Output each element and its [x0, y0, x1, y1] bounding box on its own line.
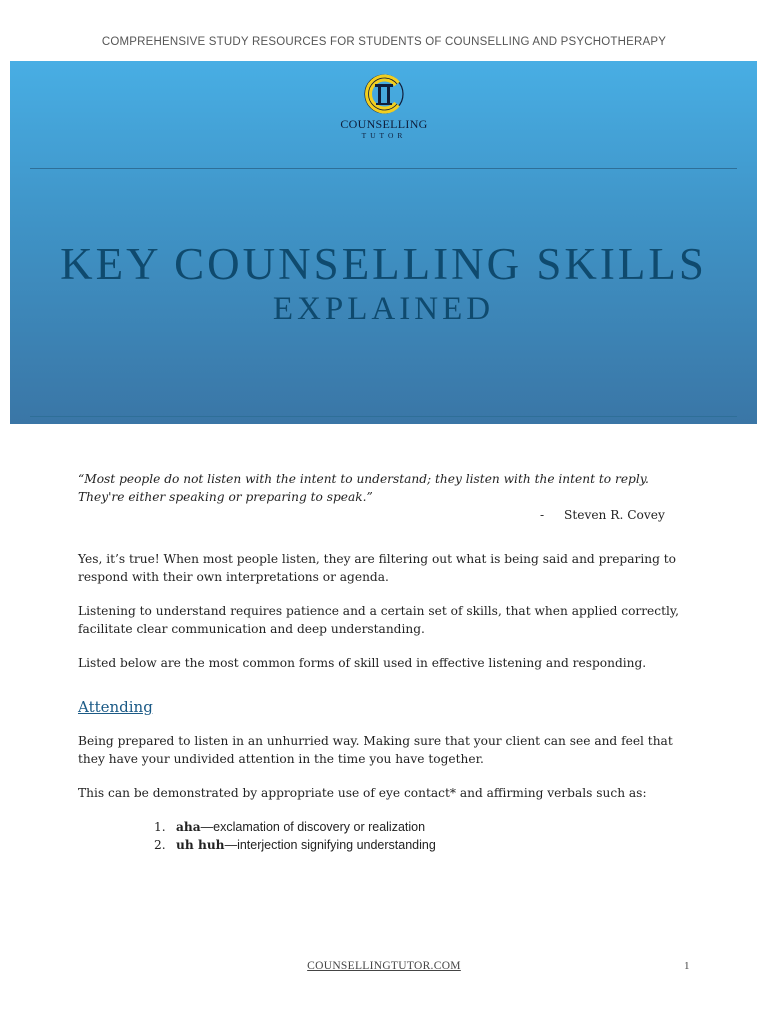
list-term: aha: [176, 820, 201, 834]
list-term: uh huh: [176, 838, 225, 852]
list-number: 1.: [154, 820, 166, 834]
attribution-dash: -: [540, 508, 545, 522]
logo-subword: TUTOR: [361, 131, 407, 140]
attending-paragraph-2: This can be demonstrated by appropriate use of eye contact* and affirming verbals such as:: [78, 786, 647, 800]
footer-website-link[interactable]: COUNSELLINGTUTOR.COM: [307, 960, 461, 972]
ct-monogram-icon: [361, 71, 407, 117]
quote-line-2: They're either speaking or preparing to speak.”: [78, 490, 373, 504]
paragraph-2-line-1: Listening to understand requires patience and a certain set of skills, that when applied correctly,: [78, 604, 680, 618]
quote-author: Steven R. Covey: [564, 508, 665, 522]
list-definition: —exclamation of discovery or realization: [200, 820, 426, 834]
page-subtitle: EXPLAINED: [272, 291, 495, 327]
counselling-tutor-logo: [334, 71, 434, 149]
paragraph-2-line-2: facilitate clear communication and deep understanding.: [78, 622, 425, 636]
hero-banner: [10, 61, 757, 424]
paragraph-1-line-2: respond with their own interpretations or agenda.: [78, 570, 389, 584]
hero-divider-top: [30, 168, 737, 169]
attending-paragraph-line-2: they have your undivided attention in the time you have together.: [78, 752, 484, 766]
list-item: [154, 836, 698, 854]
list-number: 2.: [154, 838, 166, 852]
page-number: 1: [684, 960, 690, 972]
affirming-verbals-list: [78, 818, 698, 854]
section-heading-attending: Attending: [78, 698, 153, 716]
list-item: [154, 818, 698, 836]
list-definition: —interjection signifying understanding: [224, 838, 436, 852]
quote-line-1: “Most people do not listen with the intent to understand; they listen with the intent to reply.: [78, 472, 649, 486]
main-content: [78, 470, 698, 854]
hero-divider-bottom: [30, 416, 737, 417]
paragraph-3: Listed below are the most common forms of skill used in effective listening and responding.: [78, 656, 647, 670]
header-tagline: COMPREHENSIVE STUDY RESOURCES FOR STUDENTS OF COUNSELLING AND PSYCHOTHERAPY: [101, 36, 667, 48]
quote-attribution: [78, 506, 698, 524]
logo-wordmark: COUNSELLING: [340, 117, 428, 131]
paragraph-1-line-1: Yes, it’s true! When most people listen, they are filtering out what is being said and preparing to: [78, 552, 676, 566]
page-title: KEY COUNSELLING SKILLS: [60, 239, 707, 289]
attending-paragraph-line-1: Being prepared to listen in an unhurried way. Making sure that your client can see and feel that: [78, 734, 673, 748]
